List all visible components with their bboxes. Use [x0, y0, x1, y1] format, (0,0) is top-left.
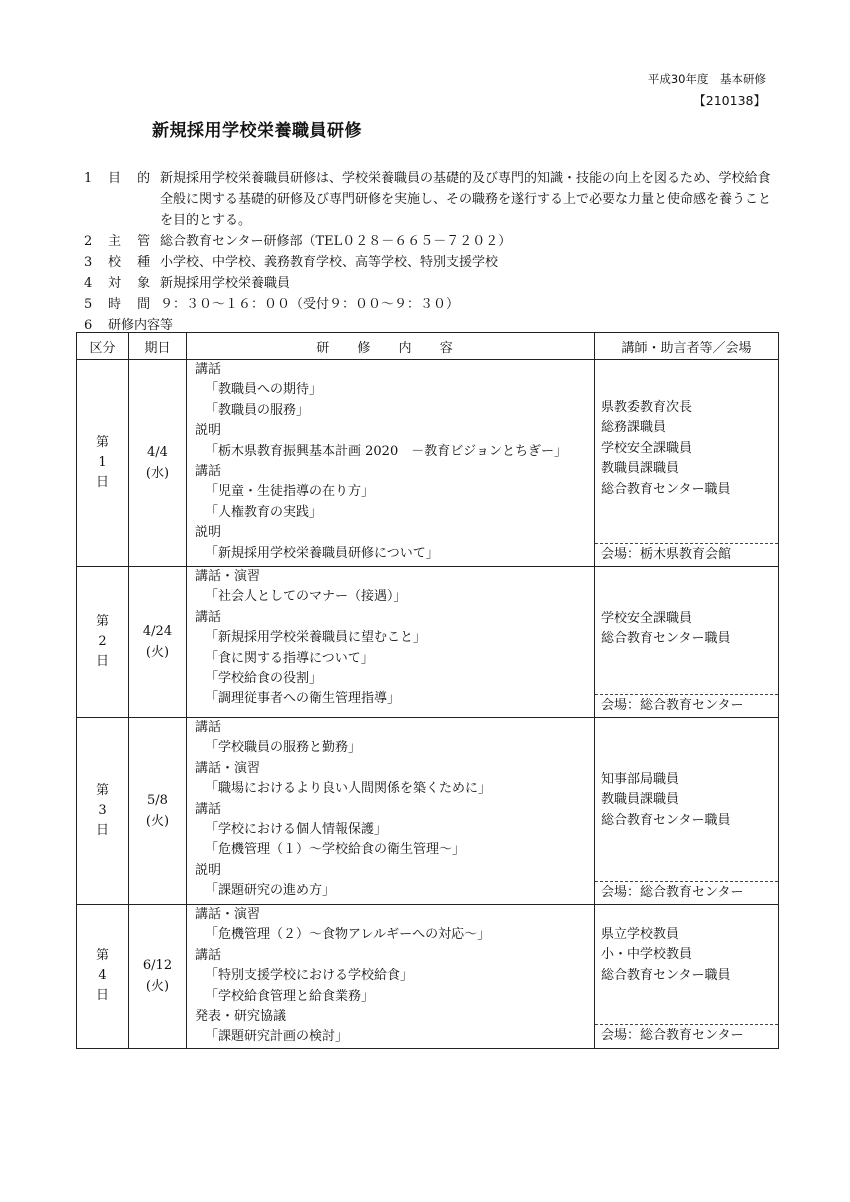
- date-value: 4/4: [147, 445, 168, 460]
- activity-type: 講話: [195, 720, 222, 735]
- day-label: [77, 567, 129, 718]
- lecture-topic: 「特別支援学校における学校給食」: [205, 968, 414, 984]
- lecture-topic: 「人権教育の実践」: [205, 504, 323, 520]
- info-item-label: 対 象: [108, 276, 157, 291]
- activity-type: 講話・演習: [195, 760, 261, 776]
- staff-member: 総合教育センター職員: [601, 967, 731, 983]
- day-label-char: 日: [95, 475, 109, 490]
- day-label: [77, 905, 129, 1049]
- staff-member: 県立学校教員: [601, 927, 680, 942]
- info-item-value: 新規採用学校栄養職員: [160, 276, 291, 291]
- date-value: 6/12: [142, 958, 173, 974]
- activity-type: 講話: [195, 362, 222, 377]
- staff-list: [595, 567, 778, 694]
- day-label-char: 3: [98, 803, 107, 818]
- lecture-topic: 「新規採用学校栄養職員研修について」: [205, 545, 439, 561]
- day-label-char: 4: [98, 968, 107, 984]
- day-label-char: 日: [95, 654, 109, 669]
- staff-member: 総合教育センター職員: [601, 481, 731, 497]
- session-content: [187, 567, 595, 718]
- schedule-table: [76, 332, 779, 1049]
- activity-type: 講話・演習: [195, 569, 261, 584]
- lecture-topic: 「学校給食の役割」: [205, 671, 323, 687]
- day-label-char: 第: [95, 783, 109, 798]
- info-item-label: 時 間: [108, 297, 157, 312]
- staff-wrapper: [595, 567, 778, 717]
- activity-type: 説明: [195, 525, 222, 541]
- day-label-char: 第: [95, 435, 109, 450]
- session-content: [187, 905, 595, 1049]
- info-item-number: 2: [84, 234, 93, 249]
- document-header: [648, 68, 766, 112]
- lecture-topic: 「社会人としてのマナー（接遇）」: [205, 589, 407, 605]
- header-date: 期日: [129, 333, 187, 360]
- weekday-value: (火): [145, 645, 170, 660]
- info-item-label: 校 種: [108, 255, 157, 270]
- lecture-topic: 「学校における個人情報保護」: [205, 822, 388, 838]
- date-value: 5/8: [147, 793, 168, 808]
- lecture-topic: 「危機管理（２）～食物アレルギーへの対応～」: [205, 927, 491, 943]
- header-content: 研 修 内 容: [187, 333, 595, 360]
- weekday-value: (水): [145, 466, 170, 481]
- date-value: 4/24: [142, 624, 173, 639]
- lecture-topic: 「児童・生徒指導の在り方」: [205, 484, 375, 500]
- venue-label: 会場：総合教育センター: [595, 881, 778, 904]
- activity-type: 講話: [195, 801, 222, 817]
- staff-member: 教職員課職員: [601, 792, 680, 808]
- staff-member: 総合教育センター職員: [601, 812, 731, 828]
- weekday-value: (火): [145, 979, 170, 995]
- venue-label: 会場：総合教育センター: [595, 694, 778, 717]
- info-item-number: 6: [84, 318, 93, 333]
- staff-member: 小・中学校教員: [601, 947, 693, 963]
- day-label-char: 第: [95, 614, 109, 629]
- info-item-number: 4: [84, 276, 93, 291]
- staff-list: [595, 718, 778, 881]
- staff-cell: [595, 718, 779, 905]
- venue-label: 会場：栃木県教育会館: [595, 543, 778, 566]
- lecture-topic: 「教職員の服務」: [205, 402, 310, 418]
- activity-type: 講話・演習: [195, 907, 261, 922]
- info-item-value: ９：３０～１６：００（受付９：００～９：３０）: [160, 297, 460, 312]
- info-item-number: 5: [84, 297, 93, 312]
- activity-type: 発表・研究協議: [195, 1009, 287, 1025]
- info-item-value: 総合教育センター研修部（TEL０２８－６６５－７２０２）: [160, 234, 512, 249]
- lecture-topic: 「食に関する指導について」: [205, 650, 374, 666]
- lecture-topic: 「課題研究計画の検討」: [205, 1029, 349, 1045]
- day-label: [77, 718, 129, 905]
- lecture-topic: 「調理従事者への衛生管理指導」: [205, 691, 401, 707]
- table-row: [77, 567, 779, 718]
- staff-member: 総務課職員: [601, 420, 667, 436]
- info-item: [84, 294, 774, 315]
- table-row: [77, 905, 779, 1049]
- table-row: [77, 718, 779, 905]
- session-date: [129, 567, 187, 718]
- staff-member: 学校安全課職員: [601, 611, 693, 626]
- info-item-label: 研修内容等: [108, 318, 174, 333]
- venue-label: 会場：総合教育センター: [595, 1024, 778, 1047]
- staff-cell: [595, 905, 779, 1049]
- day-label-char: 2: [98, 634, 107, 649]
- lecture-topic: 「職場におけるより良い人間関係を築くために」: [205, 781, 492, 797]
- staff-list: [595, 360, 778, 543]
- lecture-topic: 「課題研究の進め方」: [205, 883, 336, 899]
- staff-wrapper: [595, 905, 778, 1047]
- staff-member: 知事部局職員: [601, 772, 680, 787]
- staff-wrapper: [595, 360, 778, 566]
- header-kubun: 区分: [77, 333, 129, 360]
- table-row: [77, 360, 779, 567]
- session-date: [129, 360, 187, 567]
- day-label-char: 1: [98, 455, 107, 470]
- session-date: [129, 905, 187, 1049]
- page-title: 新規採用学校栄養職員研修: [152, 121, 362, 141]
- activity-type: 説明: [195, 423, 222, 439]
- staff-list: [595, 905, 778, 1024]
- document-code: 【210138】: [693, 93, 766, 108]
- lecture-topic: 「新規採用学校栄養職員に望むこと」: [205, 630, 427, 646]
- activity-type: 講話: [195, 947, 222, 963]
- staff-member: 教職員課職員: [601, 461, 680, 477]
- day-label-char: 日: [95, 823, 109, 838]
- session-content: [187, 718, 595, 905]
- info-item: [84, 252, 774, 273]
- info-item-label: 主 管: [108, 234, 157, 249]
- weekday-value: (火): [145, 814, 170, 829]
- info-item-value: 新規採用学校栄養職員研修は、学校栄養職員の基礎的及び専門的知識・技能の向上を図るため、学校給食全般に関する基礎的研修及び専門研修を実施し、その職務を遂行する上で必要な力量と使命感を養うことを目的とする。: [160, 171, 772, 228]
- staff-member: 学校安全課職員: [601, 440, 693, 456]
- day-label-char: 第: [95, 948, 109, 964]
- info-item-number: 1: [84, 171, 93, 186]
- activity-type: 講話: [195, 464, 222, 480]
- activity-type: 講話: [195, 609, 222, 625]
- day-label-char: 日: [95, 988, 109, 1004]
- staff-cell: [595, 567, 779, 718]
- day-label: [77, 360, 129, 567]
- staff-wrapper: [595, 718, 778, 904]
- lecture-topic: 「学校給食管理と給食業務」: [205, 988, 375, 1004]
- staff-member: 総合教育センター職員: [601, 631, 731, 647]
- info-item: [84, 231, 774, 252]
- lecture-topic: 「危機管理（１）～学校給食の衛生管理～」: [205, 842, 466, 858]
- year-course-label: 平成30年度 基本研修: [647, 72, 766, 86]
- lecture-topic: 「学校職員の服務と勤務」: [205, 740, 362, 756]
- info-item-label: 目 的: [108, 171, 157, 186]
- table-header-row: [77, 333, 779, 360]
- info-item: [84, 273, 774, 294]
- activity-type: 説明: [195, 862, 222, 878]
- info-item-value: 小学校、中学校、義務教育学校、高等学校、特別支援学校: [160, 255, 499, 270]
- staff-member: 県教委教育次長: [601, 400, 693, 415]
- staff-cell: [595, 360, 779, 567]
- lecture-topic: 「栃木県教育振興基本計画 2020 －教育ビジョンとちぎー」: [205, 443, 567, 459]
- overview-section: [84, 168, 774, 336]
- session-content: [187, 360, 595, 567]
- header-staff: 講師・助言者等／会場: [595, 333, 779, 360]
- info-item-number: 3: [84, 255, 93, 270]
- session-date: [129, 718, 187, 905]
- info-item: [84, 168, 774, 231]
- lecture-topic: 「教職員への期待」: [205, 382, 323, 398]
